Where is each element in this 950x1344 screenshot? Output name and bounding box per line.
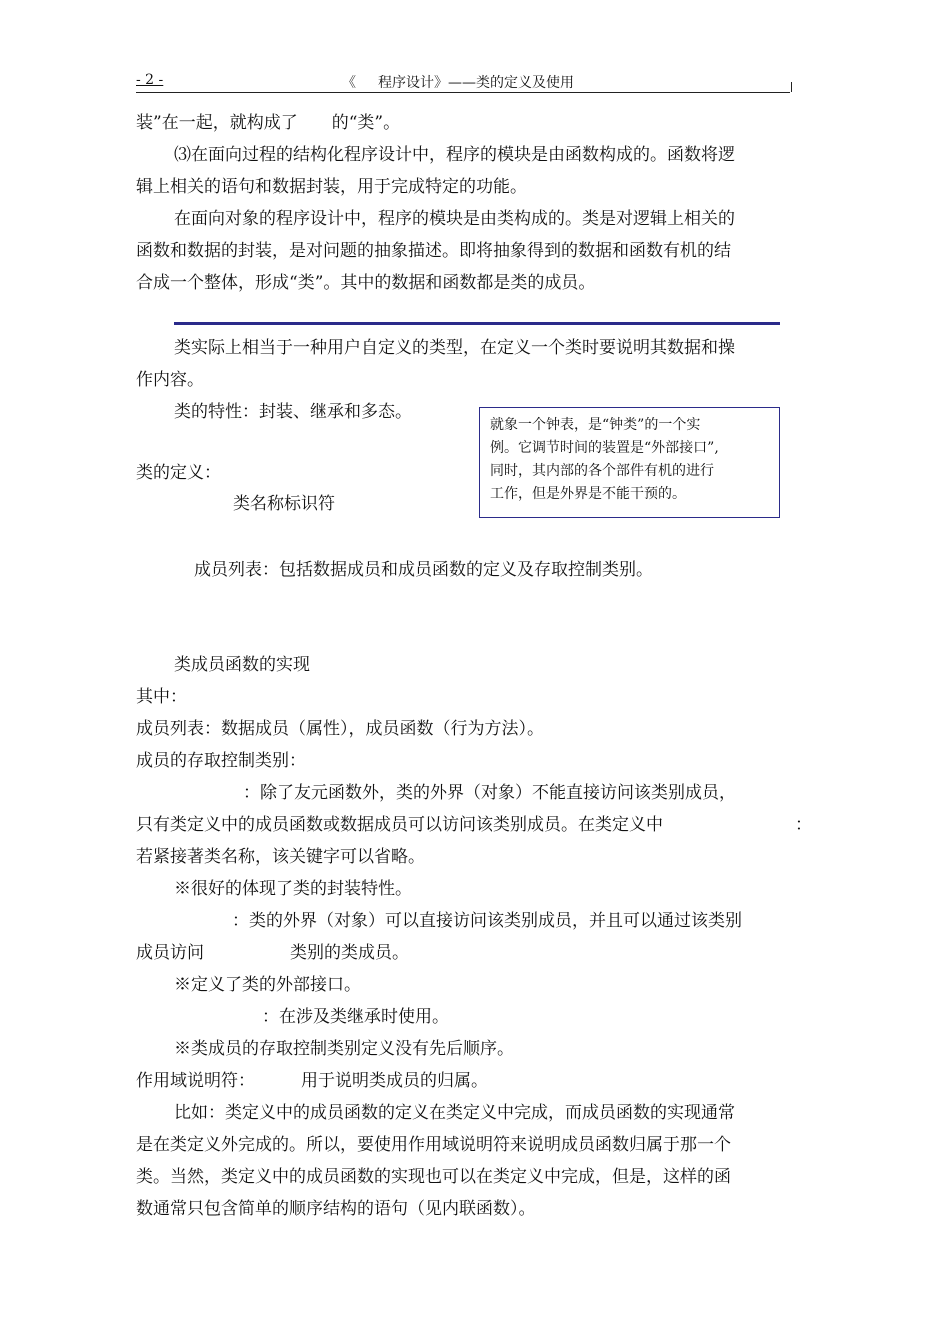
text-line-12: 成员列表：包括数据成员和成员函数的定义及存取控制类别。 — [194, 560, 653, 580]
header-title-left: 《 — [342, 75, 356, 91]
text-line-18: 只有类定义中的成员函数或数据成员可以访问该类别成员。在类定义中 — [136, 815, 663, 835]
text-line-3: 辑上相关的语句和数据封装，用于完成特定的功能。 — [136, 177, 527, 197]
text-line-26a: 作用域说明符： — [136, 1071, 255, 1091]
text-line-14: 其中： — [136, 687, 187, 707]
text-line-7: 类实际上相当于一种用户自定义的类型，在定义一个类时要说明其数据和操 — [174, 338, 735, 358]
note-box — [479, 407, 780, 518]
section-divider — [174, 322, 780, 325]
page-number: - 2 - — [136, 72, 164, 88]
text-line-1: 装”在一起，就构成了 的“类”。 — [136, 113, 401, 133]
text-line-18-colon: ： — [795, 815, 812, 835]
text-line-22b: 类别的类成员。 — [290, 943, 409, 963]
text-line-2: ⑶在面向过程的结构化程序设计中，程序的模块是由函数构成的。函数将逻 — [174, 145, 735, 165]
text-line-22a: 成员访问 — [136, 943, 204, 963]
text-line-11: 类名称标识符 — [233, 494, 335, 514]
text-line-13: 类成员函数的实现 — [174, 655, 310, 675]
text-line-4: 在面向对象的程序设计中，程序的模块是由类构成的。类是对逻辑上相关的 — [174, 209, 735, 229]
text-line-16: 成员的存取控制类别： — [136, 751, 306, 771]
text-line-25: ※类成员的存取控制类别定义没有先后顺序。 — [174, 1039, 514, 1059]
text-line-19: 若紧接著类名称，该关键字可以省略。 — [136, 847, 425, 867]
header-title-right: 程序设计》——类的定义及使用 — [378, 75, 574, 91]
note-line-1: 就象一个钟表，是“钟类”的一个实 — [490, 417, 701, 433]
text-line-30: 数通常只包含简单的顺序结构的语句（见内联函数）。 — [136, 1199, 536, 1219]
text-line-20: ※很好的体现了类的封装特性。 — [174, 879, 412, 899]
text-line-24: ：在涉及类继承时使用。 — [262, 1007, 449, 1027]
text-line-28: 是在类定义外完成的。所以，要使用作用域说明符来说明成员函数归属于那一个 — [136, 1135, 731, 1155]
text-line-17: ：除了友元函数外，类的外界（对象）不能直接访问该类别成员， — [243, 783, 736, 803]
text-line-15: 成员列表：数据成员（属性），成员函数（行为方法）。 — [136, 719, 544, 739]
text-line-9: 类的特性：封装、继承和多态。 — [174, 402, 412, 422]
note-line-4: 工作，但是外界是不能干预的。 — [490, 486, 686, 502]
note-line-3: 同时，其内部的各个部件有机的进行 — [490, 463, 714, 479]
text-line-29: 类。当然，类定义中的成员函数的实现也可以在类定义中完成，但是，这样的函 — [136, 1167, 731, 1187]
text-line-8: 作内容。 — [136, 370, 204, 390]
note-line-2: 例。它调节时间的装置是“外部接口”, — [490, 440, 719, 456]
header-title — [342, 72, 574, 92]
text-line-10: 类的定义： — [136, 463, 221, 483]
text-line-27: 比如：类定义中的成员函数的定义在类定义中完成，而成员函数的实现通常 — [174, 1103, 735, 1123]
page-header — [136, 70, 790, 93]
header-corner-mark — [791, 82, 792, 92]
text-line-5: 函数和数据的封装，是对问题的抽象描述。即将抽象得到的数据和函数有机的结 — [136, 241, 731, 261]
text-line-6: 合成一个整体，形成“类”。其中的数据和函数都是类的成员。 — [136, 273, 596, 293]
text-line-23: ※定义了类的外部接口。 — [174, 975, 361, 995]
text-line-26b: 用于说明类成员的归属。 — [301, 1071, 488, 1091]
text-line-21: ：类的外界（对象）可以直接访问该类别成员，并且可以通过该类别 — [232, 911, 742, 931]
